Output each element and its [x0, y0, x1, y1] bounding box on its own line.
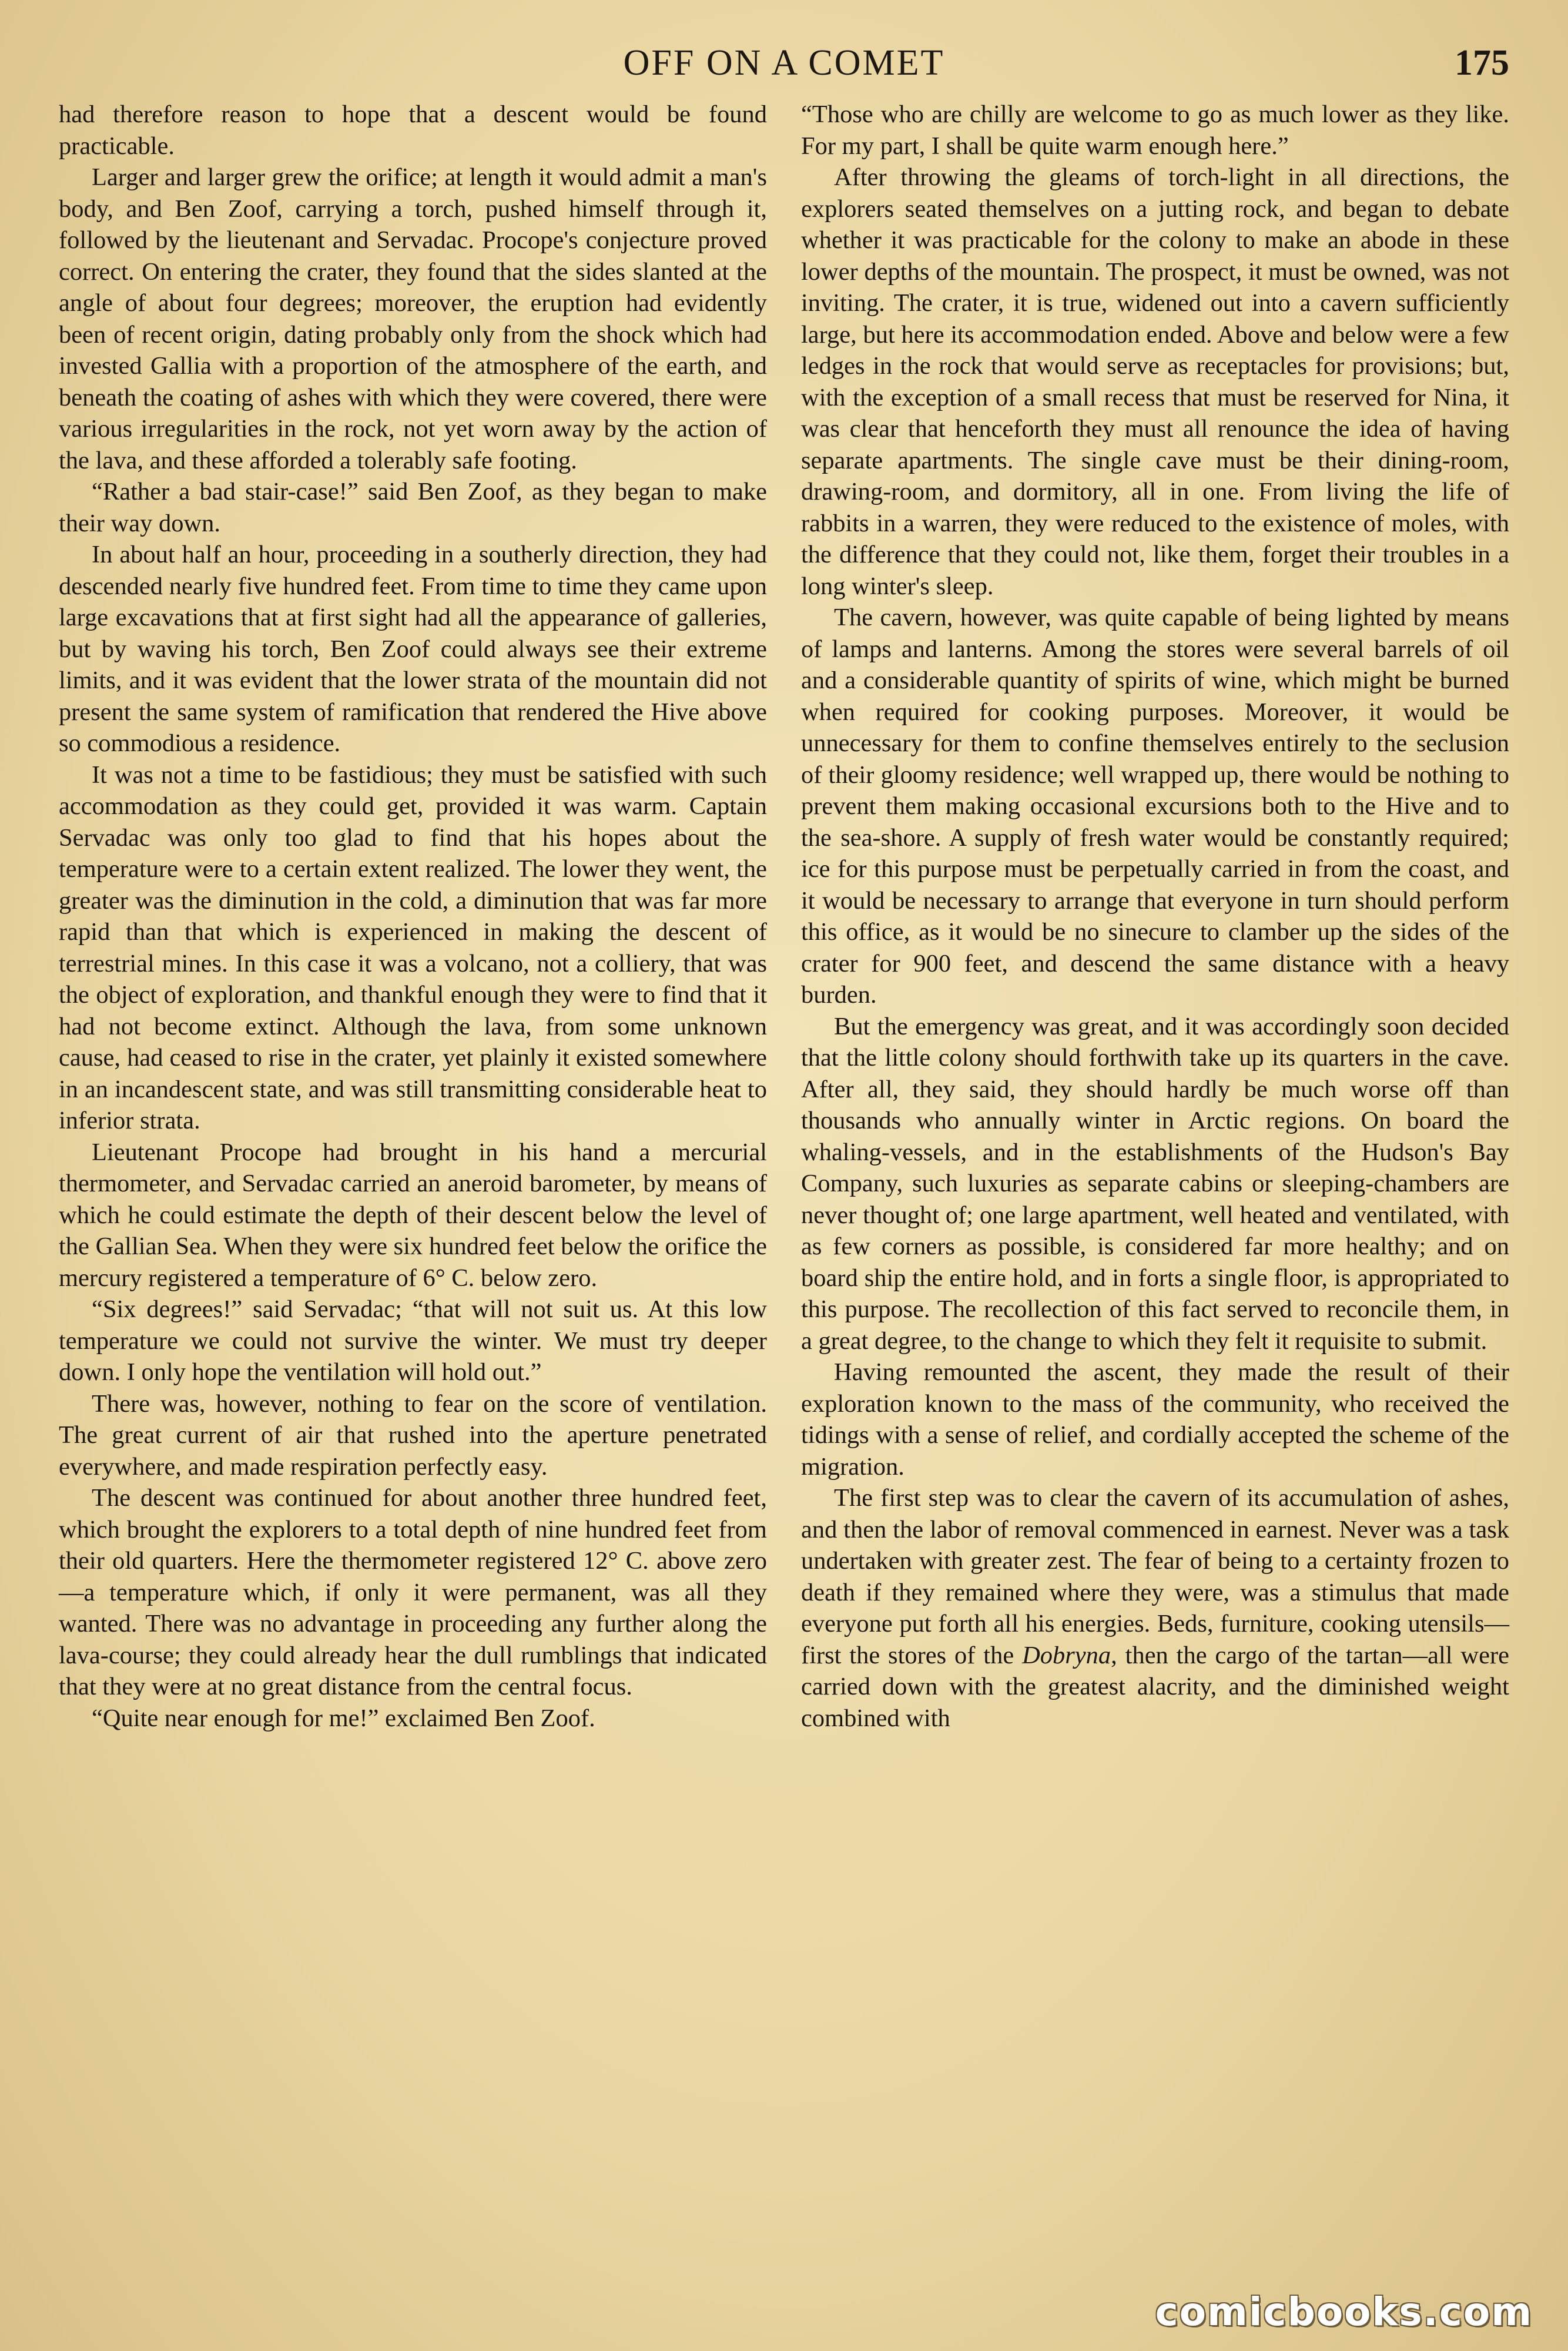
paragraph: There was, however, nothing to fear on the score of ventilation. The great current of air that rushed into the aperture penetrated everywhere, and made respiration perfectly easy. [59, 1389, 767, 1481]
paragraph: had therefore reason to hope that a descent would be found practicable. [59, 101, 767, 160]
page-number: 175 [1455, 43, 1509, 83]
paragraph: After throwing the gleams of torch-light in all directions, the explorers seated themselves on a jutting rock, and began to debate whether it was practicable for the colony to make an abode in these lower depths of the mountain. The prospect, it must be owned, was not inviting. The crater, it is true, widened out into a cavern sufficiently large, but here its accommodation ended. Above and below were a few ledges in the rock that would serve as receptacles for provisions; but, with the exception of a small recess that must be reserved for Nina, it was clear that henceforth they must all renounce the idea of having separate apartments. The single cave must be their dining-room, drawing-room, and dormitory, all in one. From living the life of rabbits in a warren, they were reduced to the existence of moles, with the difference that they could not, like them, forget their troubles in a long winter's sleep. [801, 163, 1509, 600]
page-header [0, 42, 1568, 95]
paragraph: “Rather a bad stair-case!” said Ben Zoof, as they began to make their way down. [59, 478, 767, 537]
paragraph: “Quite near enough for me!” exclaimed Ben Zoof. [92, 1704, 595, 1732]
watermark-logo: comicbooks.com [1155, 2289, 1533, 2335]
paragraph-text: The first step was to clear the cavern of its accumulation of ashes, and then the labor of removal commenced in earnest. Never was a task undertaken with greater zest. The fear of being to a certainty frozen to death if they remained where they were, was a stimulus that made everyone put forth all his energies. Beds, furniture, cooking utensils—first the stores of the [801, 1484, 1509, 1669]
running-title: OFF ON A COMET [623, 43, 945, 83]
paragraph: “Six degrees!” said Servadac; “that will not suit us. At this low temperature we could not survive the winter. We must try deeper down. I only hope the ventilation will hold out.” [59, 1295, 767, 1386]
paragraph-text-tail: , then the cargo of the tartan—all were carried down with the greatest alacrity, and the diminished weight combined with [801, 1641, 1510, 1732]
paragraph: But the emergency was great, and it was accordingly soon decided that the little colony should forthwith take up its quarters in the cave. After all, they said, they should hardly be much worse off than thousands who annually winter in Arctic regions. On board the whaling-vessels, and in the establishments of the Hudson's Bay Company, such luxuries as separate cabins or sleeping-chambers are never thought of; one large apartment, well heated and ventilated, with as few corners as possible, is considered far more healthy; and on board ship the entire hold, and in forts a single floor, is appropriated to this purpose. The recollection of this fact served to reconcile them, in a great degree, to the change to which they felt it requisite to submit. [801, 1012, 1509, 1355]
left-column [59, 99, 767, 1734]
paragraph: Lieutenant Procope had brought in his hand a mercurial thermometer, and Servadac carried an aneroid barometer, by means of which he could estimate the depth of their descent below the level of the Gallian Sea. When they were six hundred feet below the orifice the mercury registered a temperature of 6° C. below zero. [59, 1138, 767, 1292]
paragraph: In about half an hour, proceeding in a southerly direction, they had descended nearly five hundred feet. From time to time they came upon large excavations that at first sight had all the appearance of galleries, but by waving his torch, Ben Zoof could always see their extreme limits, and it was evident that the lower strata of the mountain did not present the same system of ramification that rendered the Hive above so commodious a residence. [59, 541, 767, 757]
paragraph: Larger and larger grew the orifice; at length it would admit a man's body, and Ben Zoof, carrying a torch, pushed himself through it, followed by the lieutenant and Servadac. Procope's conjecture proved correct. On entering the crater, they found that the sides slanted at the angle of about four degrees; moreover, the eruption had evidently been of recent origin, dating probably only from the shock which had invested Gallia with a proportion of the atmosphere of the earth, and beneath the coating of ashes with which they were covered, there were various irregularities in the rock, not yet worn away by the action of the lava, and these afforded a tolerably safe footing. [59, 163, 767, 474]
paragraph: Having remounted the ascent, they made the result of their exploration known to the mass of the community, who received the tidings with a sense of relief, and cordially accepted the scheme of the migration. [801, 1358, 1509, 1481]
paragraph: The cavern, however, was quite capable of being lighted by means of lamps and lanterns. Among the stores were several barrels of oil and a considerable quantity of spirits of wine, which might be burned when required for cooking purposes. Moreover, it would be unnecessary for them to confine themselves entirely to the seclusion of their gloomy residence; well wrapped up, there would be nothing to prevent them making occasional excursions both to the Hive and to the sea-shore. A supply of fresh water would be constantly required; ice for this purpose must be perpetually carried in from the coast, and it would be necessary to arrange that everyone in turn should perform this office, as it would be no sinecure to clamber up the sides of the crater for 900 feet, and descend the same distance with a heavy burden. [801, 604, 1509, 1009]
paragraph: The descent was continued for about another three hundred feet, which brought the explorers to a total depth of nine hundred feet from their old quarters. Here the thermometer registered 12° C. above zero—a temperature which, if only it were permanent, was all they wanted. There was no advantage in proceeding any further along the lava-course; they could already hear the dull rumblings that indicated that they were at no great distance from the central focus. [59, 1484, 767, 1700]
paragraph: It was not a time to be fastidious; they must be satisfied with such accommodation as they could get, provided it was warm. Captain Servadac was only too glad to find that his hopes about the temperature were to a certain extent realized. The lower they went, the greater was the diminution in the cold, a diminution that was far more rapid than that which is experienced in making the descent of terrestrial mines. In this case it was a volcano, not a colliery, that was the object of exploration, and thankful enough they were to find that it had not become extinct. Although the lava, from some unknown cause, had ceased to rise in the crater, yet plainly it existed somewhere in an incandescent state, and was still transmitting considerable heat to inferior strata. [59, 761, 767, 1134]
last-paragraph [801, 1482, 1509, 1734]
paragraph: “Those who are chilly are welcome to go as much lower as they like. For my part, I shall be quite warm enough here.” [801, 101, 1509, 160]
ship-name: Dobryna [1022, 1641, 1111, 1669]
right-column [801, 99, 1509, 1734]
